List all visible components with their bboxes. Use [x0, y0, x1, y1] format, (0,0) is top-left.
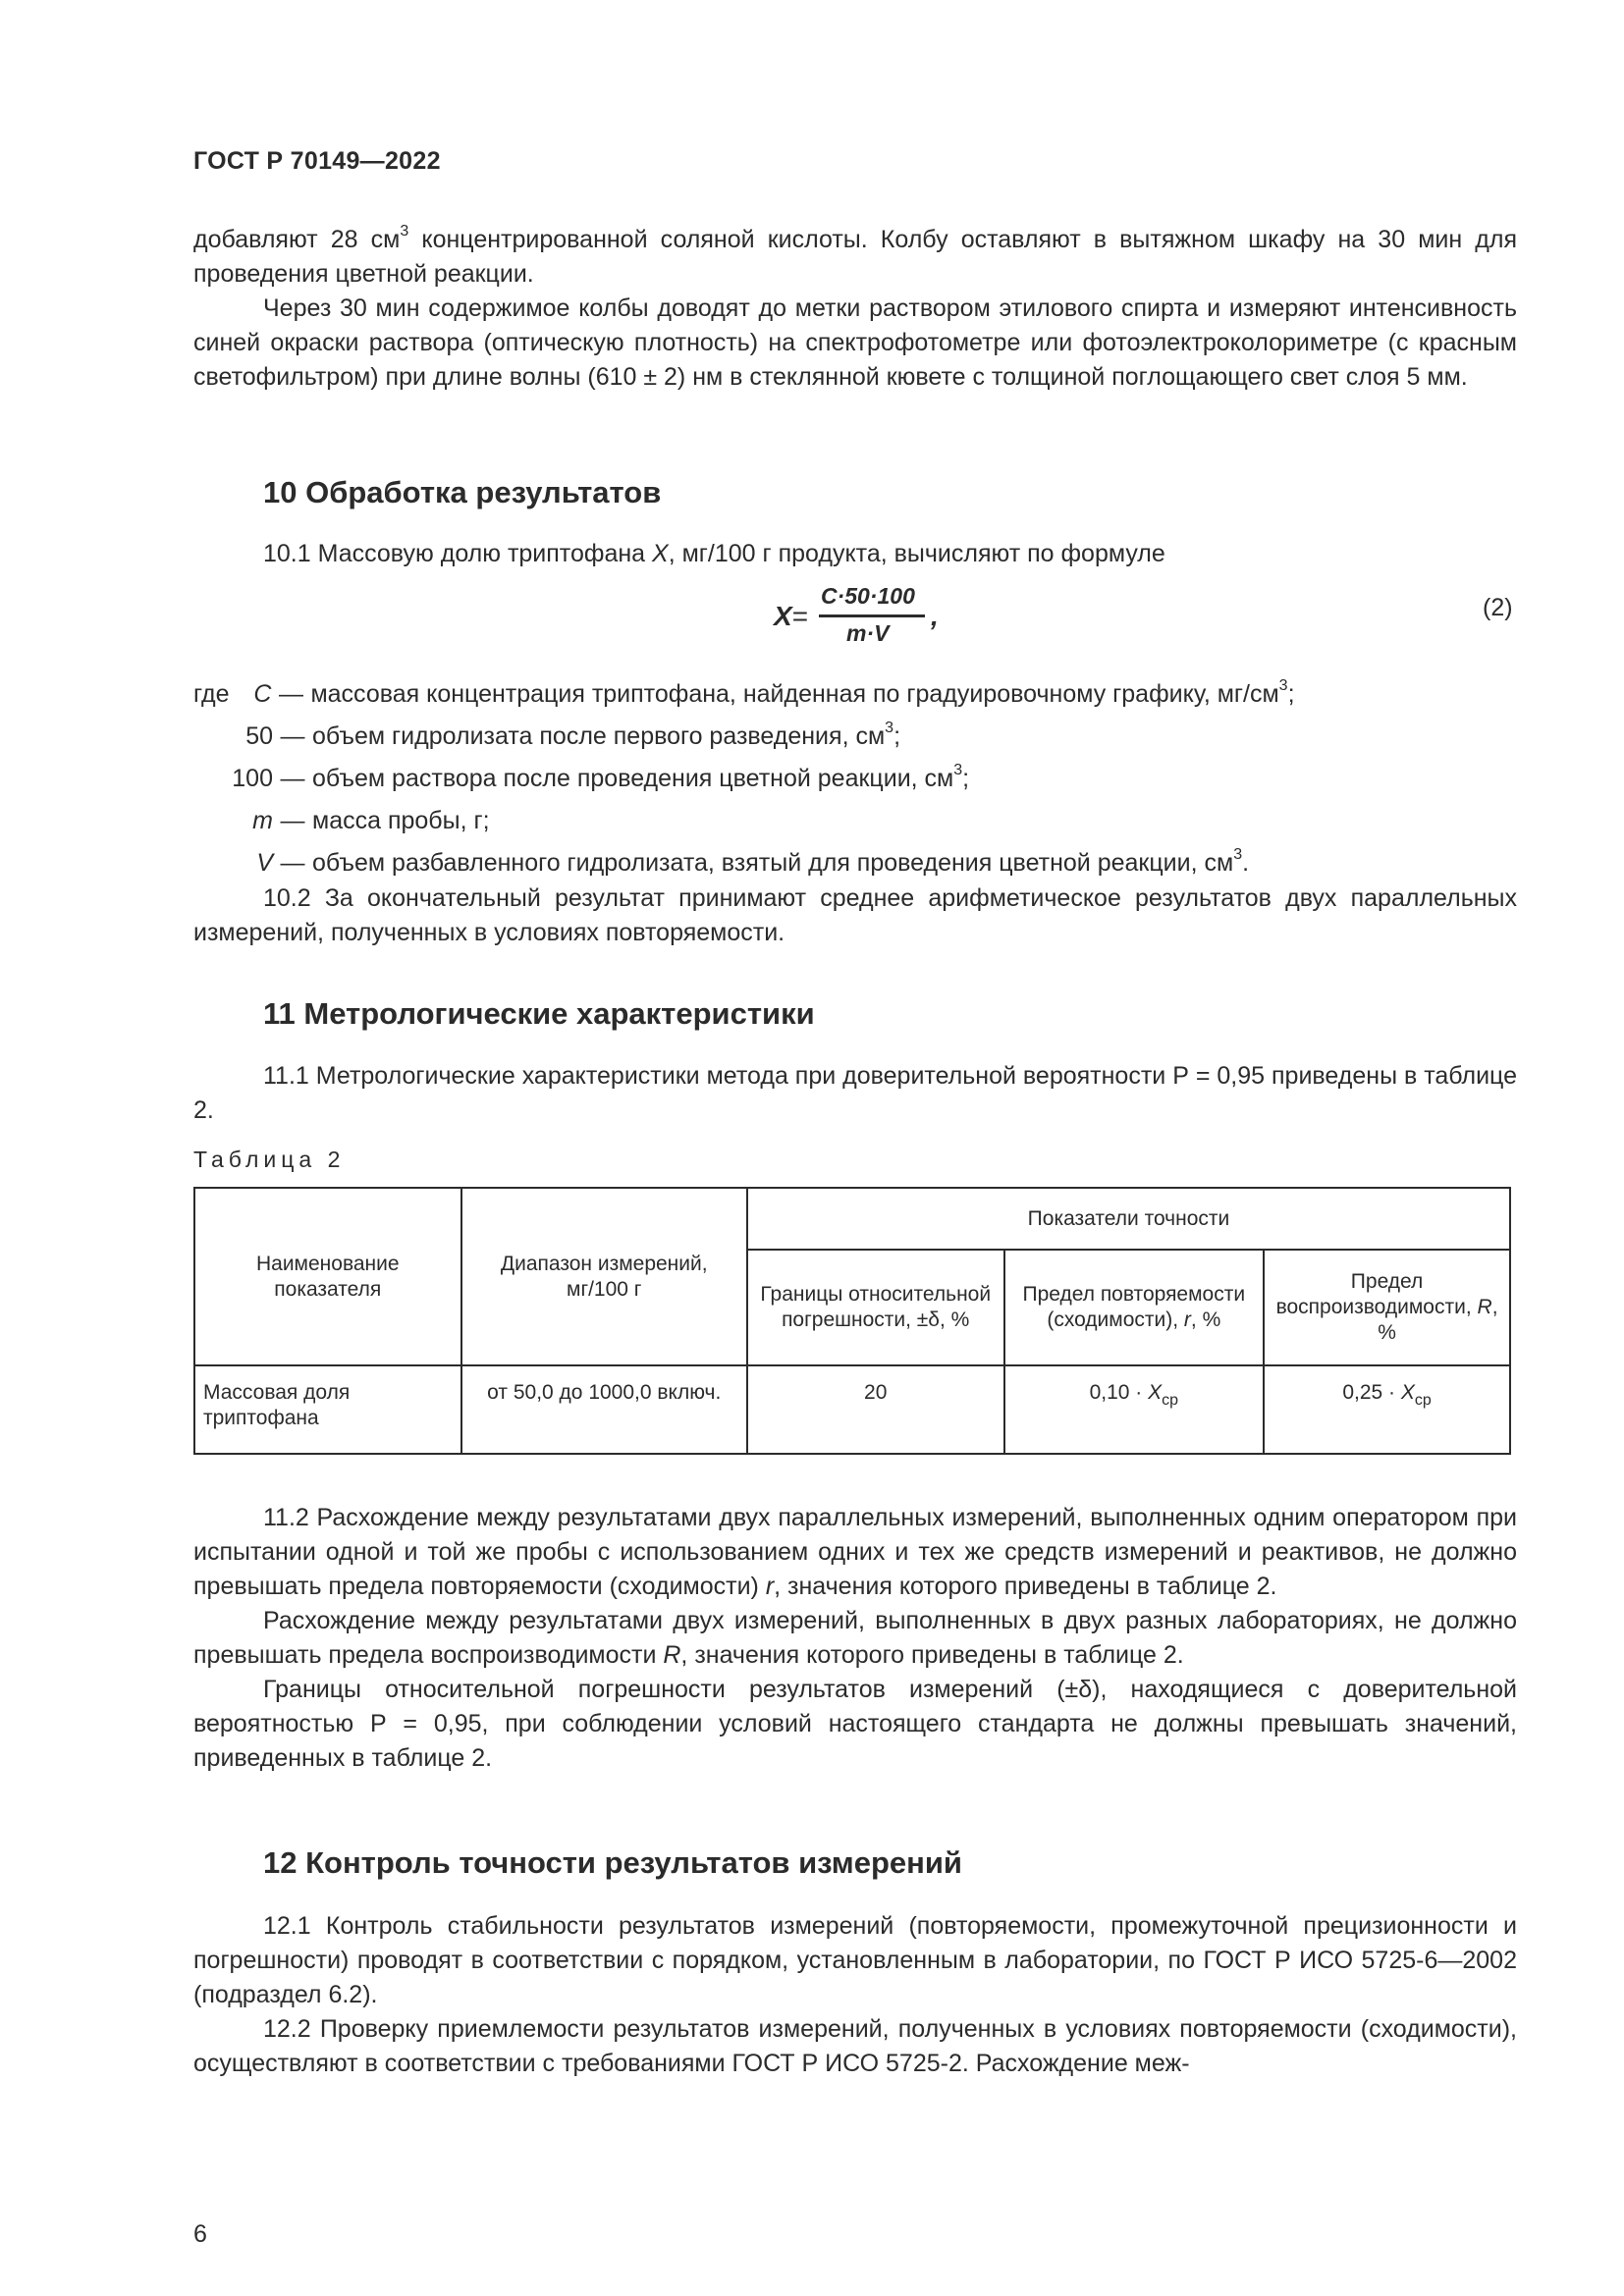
- paragraph-11-4: Границы относительной погрешности результатов измерений (±δ), находящиеся с доверительной вероятностью Р = 0,95, при соблюдении условий настоящего стандарта не должны превышать значений, приведенных в таблице 2.: [193, 1676, 1517, 1772]
- header-bounds: Границы относительной погрешности, ±δ, %: [747, 1250, 1004, 1365]
- cell-text: 0,25 ·: [1342, 1381, 1401, 1404]
- header-text: , %: [1378, 1296, 1498, 1344]
- cell-bounds: 20: [747, 1365, 1004, 1454]
- header-reproducibility: [1264, 1250, 1510, 1365]
- superscript: 3: [400, 223, 409, 240]
- dash: —: [280, 807, 305, 834]
- superscript: 3: [953, 762, 963, 778]
- punct: ;: [893, 722, 901, 750]
- standard-designation: ГОСТ Р 70149—2022: [193, 147, 441, 175]
- header-accuracy: Показатели точности: [747, 1188, 1510, 1250]
- where-label: где: [193, 680, 230, 708]
- where-text: объем гидролизата после первого разведения, см: [312, 722, 886, 750]
- cell-reproducibility: [1264, 1365, 1510, 1454]
- where-symbol: 100: [232, 765, 273, 792]
- variable-x: X: [1400, 1381, 1415, 1404]
- subscript: ср: [1414, 1392, 1432, 1409]
- subscript: ср: [1162, 1392, 1179, 1409]
- cell-text: 0,10 ·: [1089, 1381, 1149, 1404]
- header-text: Предел повторяемости (сходимости),: [1022, 1283, 1246, 1331]
- header-range: Диапазон измерений, мг/100 г: [461, 1188, 747, 1365]
- where-symbol: C: [253, 680, 272, 708]
- where-row-m: [193, 804, 490, 838]
- formula-lhs: X: [774, 601, 792, 631]
- where-text: объем разбавленного гидролизата, взятый для проведения цветной реакции, см: [312, 849, 1234, 877]
- paragraph-11-3: [193, 1604, 1517, 1673]
- formula-numerator: C·50·100: [821, 583, 915, 609]
- header-repeatability: [1004, 1250, 1265, 1365]
- variable-r: R: [663, 1641, 681, 1669]
- formula-comma: ,: [931, 601, 939, 631]
- table-row: [194, 1365, 1510, 1454]
- header-text: , %: [1190, 1308, 1221, 1331]
- text: , мг/100 г продукта, вычисляют по формуле: [668, 540, 1165, 567]
- page-number: 6: [193, 2220, 207, 2248]
- where-row-50: [193, 720, 900, 754]
- section-11-heading: 11 Метрологические характеристики: [263, 996, 815, 1031]
- superscript: 3: [885, 720, 894, 736]
- header-text: Предел воспроизводимости,: [1275, 1270, 1478, 1318]
- where-row-v: [193, 846, 1249, 881]
- intro-block: [193, 223, 1517, 395]
- cell-repeatability: [1004, 1365, 1265, 1454]
- where-symbol: m: [252, 807, 273, 834]
- where-symbol: V: [256, 849, 273, 877]
- intro-text: концентрированной соляной кислоты. Колбу оставляют в вытяжном шкафу на 30 мин для проведения цветной реакции.: [193, 226, 1517, 288]
- text: , значения которого приведены в таблице 2.: [680, 1641, 1184, 1669]
- paragraph-text: 11.1 Метрологические характеристики метода при доверительной вероятности Р = 0,95 приведены в таблице 2.: [193, 1062, 1517, 1124]
- superscript: 3: [1278, 677, 1288, 694]
- paragraph-12-2: 12.2 Проверку приемлемости результатов измерений, полученных в условиях повторяемости (сходимости), осуществляют в соответствии с требованиями ГОСТ Р ИСО 5725-2. Расхождение меж-: [193, 2015, 1517, 2077]
- cell-name: Массовая доля триптофана: [194, 1365, 461, 1454]
- accuracy-table: [193, 1187, 1511, 1455]
- section-10-heading: 10 Обработка результатов: [263, 475, 662, 509]
- dash: —: [278, 680, 303, 708]
- text: Расхождение между результатами двух измерений, выполненных в двух разных лабораториях, не должно превышать предела воспроизводимости: [193, 1607, 1517, 1669]
- intro-paragraph-1: [193, 223, 1517, 292]
- where-text: объем раствора после проведения цветной реакции, см: [312, 765, 954, 792]
- punct: ;: [962, 765, 970, 792]
- text: 10.1 Массовую долю триптофана: [263, 540, 653, 567]
- intro-paragraph-2: Через 30 мин содержимое колбы доводят до метки раствором этилового спирта и измеряют интенсивность синей окраски раствора (оптическую плотность) на спектрофотометре или фотоэлектроколориметре (с красным светофильтром) при длине волны (610 ± 2) нм в стеклянной кювете с толщиной поглощающего свет слоя 5 мм.: [193, 294, 1517, 391]
- table-caption: Таблица 2: [193, 1147, 346, 1172]
- paragraph-10-2: [193, 881, 1517, 950]
- punct: .: [1242, 849, 1250, 877]
- punct: ;: [1287, 680, 1295, 708]
- formula-denominator: m·V: [846, 620, 890, 646]
- paragraph-12-1: 12.1 Контроль стабильности результатов измерений (повторяемости, промежуточной прецизионности и погрешности) проводят в соответствии с порядком, установленным в лаборатории, по ГОСТ Р ИСО 5725-6—2002 (подраздел 6.2).: [193, 1912, 1517, 2008]
- where-text: массовая концентрация триптофана, найденная по градуировочному графику, мг/см: [310, 680, 1279, 708]
- fraction-bar: [819, 614, 925, 617]
- intro-text: добавляют 28 см: [193, 226, 401, 253]
- formula-number: (2): [1483, 594, 1513, 621]
- where-row-c: [193, 677, 1295, 712]
- paragraphs-12: [193, 1909, 1517, 2081]
- paragraph-10-1: [193, 537, 1517, 571]
- cell-range: от 50,0 до 1000,0 включ.: [461, 1365, 747, 1454]
- variable-r: R: [1477, 1296, 1492, 1318]
- where-row-100: [193, 762, 969, 796]
- header-name: Наименование показателя: [194, 1188, 461, 1365]
- dash: —: [280, 722, 305, 750]
- where-symbol: 50: [245, 722, 273, 750]
- text: 11.2 Расхождение между результатами двух параллельных измерений, выполненных одним оператором при испытании одной и той же пробы с использованием одних и тех же средств измерений и реактивов, не должно превышать предела повторяемости (сходимости): [193, 1504, 1517, 1600]
- section-12-heading: 12 Контроль точности результатов измерений: [263, 1845, 962, 1880]
- paragraph-11-2: [193, 1501, 1517, 1604]
- where-text: масса пробы, г;: [312, 807, 490, 834]
- paragraph-text: 10.2 За окончательный результат принимают среднее арифметическое результатов двух параллельных измерений, полученных в условиях повторяемости.: [193, 884, 1517, 946]
- paragraphs-11-2: [193, 1501, 1517, 1776]
- dash: —: [280, 765, 305, 792]
- text: , значения которого приведены в таблице 2.: [774, 1573, 1277, 1600]
- formula-equals: =: [791, 601, 809, 631]
- variable-r: r: [1183, 1308, 1191, 1331]
- formula-2: [774, 583, 941, 656]
- variable-x: X: [652, 540, 669, 567]
- variable-x: X: [1148, 1381, 1163, 1404]
- paragraph-11-1: [193, 1059, 1517, 1128]
- superscript: 3: [1233, 846, 1243, 863]
- variable-r: r: [765, 1573, 775, 1600]
- dash: —: [280, 849, 305, 877]
